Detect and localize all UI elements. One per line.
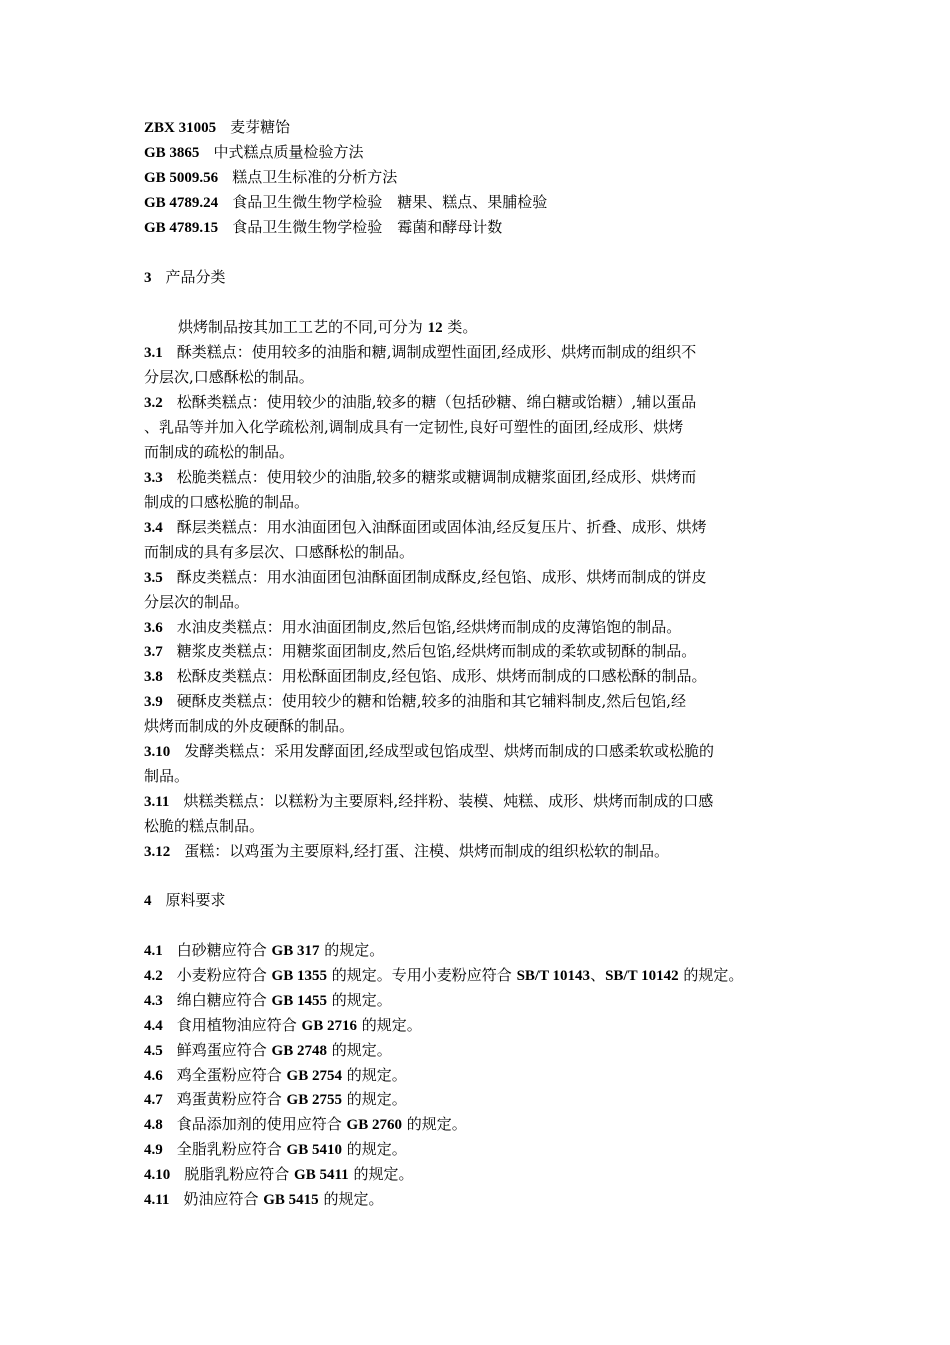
- clause-4-2: [144, 965, 844, 986]
- clause-text: 脱脂乳粉应符合: [184, 1165, 290, 1183]
- reference-line: [144, 117, 844, 138]
- clause-number: 4.11: [144, 1192, 170, 1208]
- clause-text: 烘烤而制成的外皮硬酥的制品。: [144, 717, 355, 735]
- clause-text: 松脆类糕点：使用较少的油脂,较多的糖浆或糖调制成糖浆面团,经成形、烘烤而: [176, 468, 697, 486]
- clause-3-9: [144, 691, 844, 712]
- clause-text: 鲜鸡蛋应符合: [176, 1041, 267, 1059]
- clause-text: 、乳品等并加入化学疏松剂,调制成具有一定韧性,良好可塑性的面团,经成形、烘烤: [144, 418, 684, 436]
- section-title: 产品分类: [165, 268, 226, 286]
- clause-number: 4.6: [144, 1068, 163, 1084]
- standard-code: GB 1355: [271, 968, 327, 984]
- section-4-heading: [144, 890, 844, 911]
- clause-4-11: [144, 1189, 844, 1210]
- section-3-intro: [178, 317, 878, 338]
- clause-4-9: [144, 1139, 844, 1160]
- reference-title: 食品卫生微生物学检验 霉菌和酵母计数: [232, 218, 503, 236]
- clause-3-2-cont: [144, 442, 844, 462]
- reference-code: GB 5009.56: [144, 170, 219, 186]
- clause-text: 食用植物油应符合: [176, 1016, 297, 1034]
- reference-code: GB 3865: [144, 145, 200, 161]
- clause-text: 而制成的疏松的制品。: [144, 443, 295, 461]
- clause-text: 蛋糕：以鸡蛋为主要原料,经打蛋、注模、烘烤而制成的组织松软的制品。: [184, 842, 670, 860]
- clause-text: 白砂糖应符合: [176, 941, 267, 959]
- reference-code: GB 4789.15: [144, 220, 219, 236]
- clause-text: 的规定。: [406, 1115, 467, 1133]
- clause-text: 的规定。: [683, 966, 744, 984]
- standard-code: GB 2755: [286, 1092, 342, 1108]
- intro-text: 烘烤制品按其加工工艺的不同,可分为: [178, 318, 423, 336]
- clause-number: 3.7: [144, 644, 163, 660]
- reference-title: 中式糕点质量检验方法: [213, 143, 364, 161]
- standard-code: GB 2748: [271, 1043, 327, 1059]
- clause-text: 发酵类糕点：采用发酵面团,经成型或包馅成型、烘烤而制成的口感柔软或松脆的: [184, 742, 715, 760]
- clause-text: 的规定。: [324, 941, 385, 959]
- clause-text: 绵白糖应符合: [176, 991, 267, 1009]
- clause-3-11-cont: [144, 816, 844, 836]
- clause-number: 4.5: [144, 1043, 163, 1059]
- standard-code: GB 1455: [271, 993, 327, 1009]
- clause-3-4: [144, 517, 844, 538]
- clause-number: 4.3: [144, 993, 163, 1009]
- clause-number: 4.9: [144, 1142, 163, 1158]
- clause-number: 3.11: [144, 794, 170, 810]
- clause-text: 松酥皮类糕点：用松酥面团制皮,经包馅、成形、烘烤而制成的口感松酥的制品。: [176, 667, 707, 685]
- clause-text: 的规定。: [346, 1140, 407, 1158]
- clause-text: 全脂乳粉应符合: [176, 1140, 282, 1158]
- clause-4-5: [144, 1040, 844, 1061]
- reference-code: GB 4789.24: [144, 195, 219, 211]
- standard-code: GB 5415: [263, 1192, 319, 1208]
- clause-text: 食品添加剂的使用应符合: [176, 1115, 342, 1133]
- clause-text: 的规定。: [331, 1041, 392, 1059]
- clause-3-3: [144, 467, 844, 488]
- clause-4-7: [144, 1089, 844, 1110]
- clause-text: 分层次的制品。: [144, 593, 250, 611]
- clause-number: 4.2: [144, 968, 163, 984]
- clause-number: 3.3: [144, 470, 163, 486]
- clause-number: 4.10: [144, 1167, 171, 1183]
- clause-text: 烘糕类糕点：以糕粉为主要原料,经拌粉、装模、炖糕、成形、烘烤而制成的口感: [183, 792, 714, 810]
- clause-3-10-cont: [144, 766, 844, 786]
- clause-text: 的规定。: [353, 1165, 414, 1183]
- clause-number: 3.12: [144, 844, 171, 860]
- clause-text: 鸡蛋黄粉应符合: [176, 1090, 282, 1108]
- clause-text: 而制成的具有多层次、口感酥松的制品。: [144, 543, 415, 561]
- clause-text: 的规定。: [331, 991, 392, 1009]
- clause-number: 3.5: [144, 570, 163, 586]
- clause-number: 3.4: [144, 520, 163, 536]
- clause-number: 3.6: [144, 620, 163, 636]
- clause-3-5: [144, 567, 844, 588]
- clause-3-11: [144, 791, 844, 812]
- clause-3-4-cont: [144, 542, 844, 562]
- reference-line: [144, 217, 844, 238]
- clause-text: 的规定。: [346, 1066, 407, 1084]
- reference-code: ZBX 31005: [144, 120, 217, 136]
- clause-text: 酥层类糕点：用水油面团包入油酥面团或固体油,经反复压片、折叠、成形、烘烤: [176, 518, 707, 536]
- clause-separator: 、: [590, 966, 606, 984]
- section-3-heading: [144, 267, 844, 288]
- clause-3-3-cont: [144, 492, 844, 512]
- section-title: 原料要求: [165, 891, 226, 909]
- clause-3-7: [144, 641, 844, 662]
- clause-number: 4.1: [144, 943, 163, 959]
- clause-text: 水油皮类糕点：用水油面团制皮,然后包馅,经烘烤而制成的皮薄馅饱的制品。: [176, 618, 682, 636]
- clause-4-4: [144, 1015, 844, 1036]
- reference-title: 糕点卫生标准的分析方法: [232, 168, 398, 186]
- clause-3-10: [144, 741, 844, 762]
- clause-text: 制成的口感松脆的制品。: [144, 493, 310, 511]
- clause-text: 奶油应符合: [183, 1190, 259, 1208]
- reference-line: [144, 142, 844, 163]
- standard-code: SB/T 10143: [516, 968, 591, 984]
- clause-text: 酥类糕点：使用较多的油脂和糖,调制成塑性面团,经成形、烘烤而制成的组织不: [176, 343, 697, 361]
- clause-text: 的规定。专用小麦粉应符合: [331, 966, 512, 984]
- clause-text: 的规定。: [361, 1016, 422, 1034]
- clause-3-8: [144, 666, 844, 687]
- clause-3-12: [144, 841, 844, 862]
- reference-line: [144, 167, 844, 188]
- clause-text: 小麦粉应符合: [176, 966, 267, 984]
- reference-title: 麦芽糖饴: [230, 118, 291, 136]
- clause-text: 糖浆皮类糕点：用糖浆面团制皮,然后包馅,经烘烤而制成的柔软或韧酥的制品。: [176, 642, 697, 660]
- clause-text: 分层次,口感酥松的制品。: [144, 368, 314, 386]
- clause-number: 3.9: [144, 694, 163, 710]
- clause-text: 的规定。: [346, 1090, 407, 1108]
- clause-text: 酥皮类糕点：用水油面团包油酥面团制成酥皮,经包馅、成形、烘烤而制成的饼皮: [176, 568, 707, 586]
- clause-number: 4.8: [144, 1117, 163, 1133]
- reference-title: 食品卫生微生物学检验 糖果、糕点、果脯检验: [232, 193, 548, 211]
- standard-code: SB/T 10142: [605, 968, 679, 984]
- clause-number: 3.8: [144, 669, 163, 685]
- clause-number: 4.4: [144, 1018, 163, 1034]
- clause-4-1: [144, 940, 844, 961]
- clause-4-3: [144, 990, 844, 1011]
- intro-count: 12: [427, 320, 443, 336]
- reference-line: [144, 192, 844, 213]
- standard-code: GB 2716: [301, 1018, 357, 1034]
- clause-4-6: [144, 1065, 844, 1086]
- section-number: 3: [144, 270, 152, 286]
- standard-code: GB 5411: [294, 1167, 349, 1183]
- clause-3-5-cont: [144, 592, 844, 612]
- intro-text-end: 类。: [447, 318, 478, 336]
- clause-3-2: [144, 392, 844, 413]
- clause-text: 的规定。: [323, 1190, 384, 1208]
- clause-3-1-cont: [144, 367, 844, 387]
- section-number: 4: [144, 893, 152, 909]
- clause-text: 鸡全蛋粉应符合: [176, 1066, 282, 1084]
- clause-3-1: [144, 342, 844, 363]
- clause-3-6: [144, 617, 844, 638]
- clause-text: 硬酥皮类糕点：使用较少的糖和饴糖,较多的油脂和其它辅料制皮,然后包馅,经: [176, 692, 687, 710]
- clause-text: 制品。: [144, 767, 190, 785]
- clause-number: 3.10: [144, 744, 171, 760]
- clause-3-2-cont: [144, 417, 844, 437]
- clause-4-10: [144, 1164, 844, 1185]
- standard-code: GB 5410: [286, 1142, 342, 1158]
- clause-4-8: [144, 1114, 844, 1135]
- standard-code: GB 2754: [286, 1068, 342, 1084]
- clause-number: 4.7: [144, 1092, 163, 1108]
- clause-number: 3.2: [144, 395, 163, 411]
- clause-text: 松酥类糕点：使用较少的油脂,较多的糖（包括砂糖、绵白糖或饴糖）,辅以蛋品: [176, 393, 697, 411]
- standard-code: GB 317: [271, 943, 320, 959]
- standard-code: GB 2760: [346, 1117, 402, 1133]
- clause-text: 松脆的糕点制品。: [144, 817, 265, 835]
- clause-number: 3.1: [144, 345, 163, 361]
- clause-3-9-cont: [144, 716, 844, 736]
